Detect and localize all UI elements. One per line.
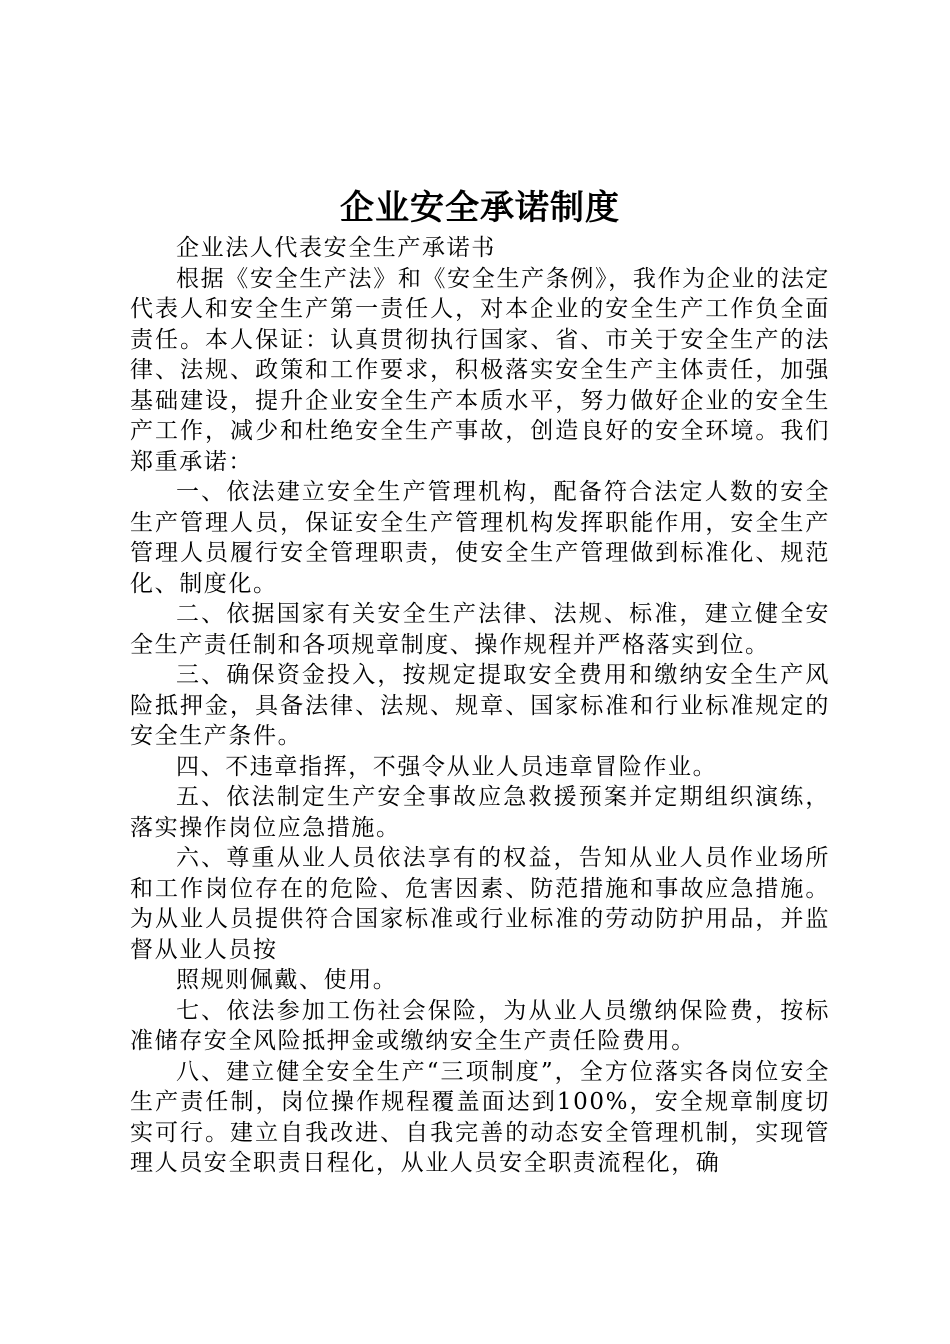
- paragraph-intro: 根据《安全生产法》和《安全生产条例》，我作为企业的法定代表人和安全生产第一责任人，对本企业的安全生产工作负全面责任。本人保证：认真贯彻执行国家、省、市关于安全生产的法律、法规、政策和工作要求，积极落实安全生产主体责任，加强基础建设，提升企业安全生产本质水平，努力做好企业的安全生产工作，减少和杜绝安全生产事故，创造良好的安全环境。我们郑重承诺：: [130, 265, 830, 475]
- paragraph-item-7: 七、依法参加工伤社会保险，为从业人员缴纳保险费，按标准储存安全风险抵押金或缴纳安全生产责任险费用。: [130, 997, 830, 1054]
- paragraph-item-1: 一、依法建立安全生产管理机构，配备符合法定人数的安全生产管理人员，保证安全生产管理机构发挥职能作用，安全生产管理人员履行安全管理职责，使安全生产管理做到标准化、规范化、制度化。: [130, 479, 830, 597]
- document-title: 企业安全承诺制度: [340, 188, 620, 228]
- paragraph-item-6-continued: 照规则佩戴、使用。: [176, 967, 398, 993]
- paragraph-item-8: 八、建立健全安全生产“三项制度”，全方位落实各岗位安全生产责任制，岗位操作规程覆盖面达到100%，安全规章制度切实可行。建立自我改进、自我完善的动态安全管理机制，实现管理人员安全职责日程化，从业人员安全职责流程化，确: [130, 1058, 830, 1176]
- paragraph-item-4: 四、不违章指挥，不强令从业人员违章冒险作业。: [176, 753, 718, 780]
- paragraph-subtitle: 企业法人代表安全生产承诺书: [176, 235, 496, 261]
- paragraph-item-5: 五、依法制定生产安全事故应急救援预案并定期组织演练，落实操作岗位应急措施。: [130, 784, 830, 841]
- paragraph-item-2: 二、依据国家有关安全生产法律、法规、标准，建立健全安全生产责任制和各项规章制度、操作规程并严格落实到位。: [130, 601, 830, 658]
- document-page: [130, 183, 830, 1179]
- paragraph-item-6: 六、尊重从业人员依法享有的权益，告知从业人员作业场所和工作岗位存在的危险、危害因素、防范措施和事故应急措施。为从业人员提供符合国家标准或行业标准的劳动防护用品，并监督从业人员按: [130, 845, 830, 963]
- paragraph-item-3: 三、确保资金投入，按规定提取安全费用和缴纳安全生产风险抵押金，具备法律、法规、规章、国家标准和行业标准规定的安全生产条件。: [130, 662, 830, 749]
